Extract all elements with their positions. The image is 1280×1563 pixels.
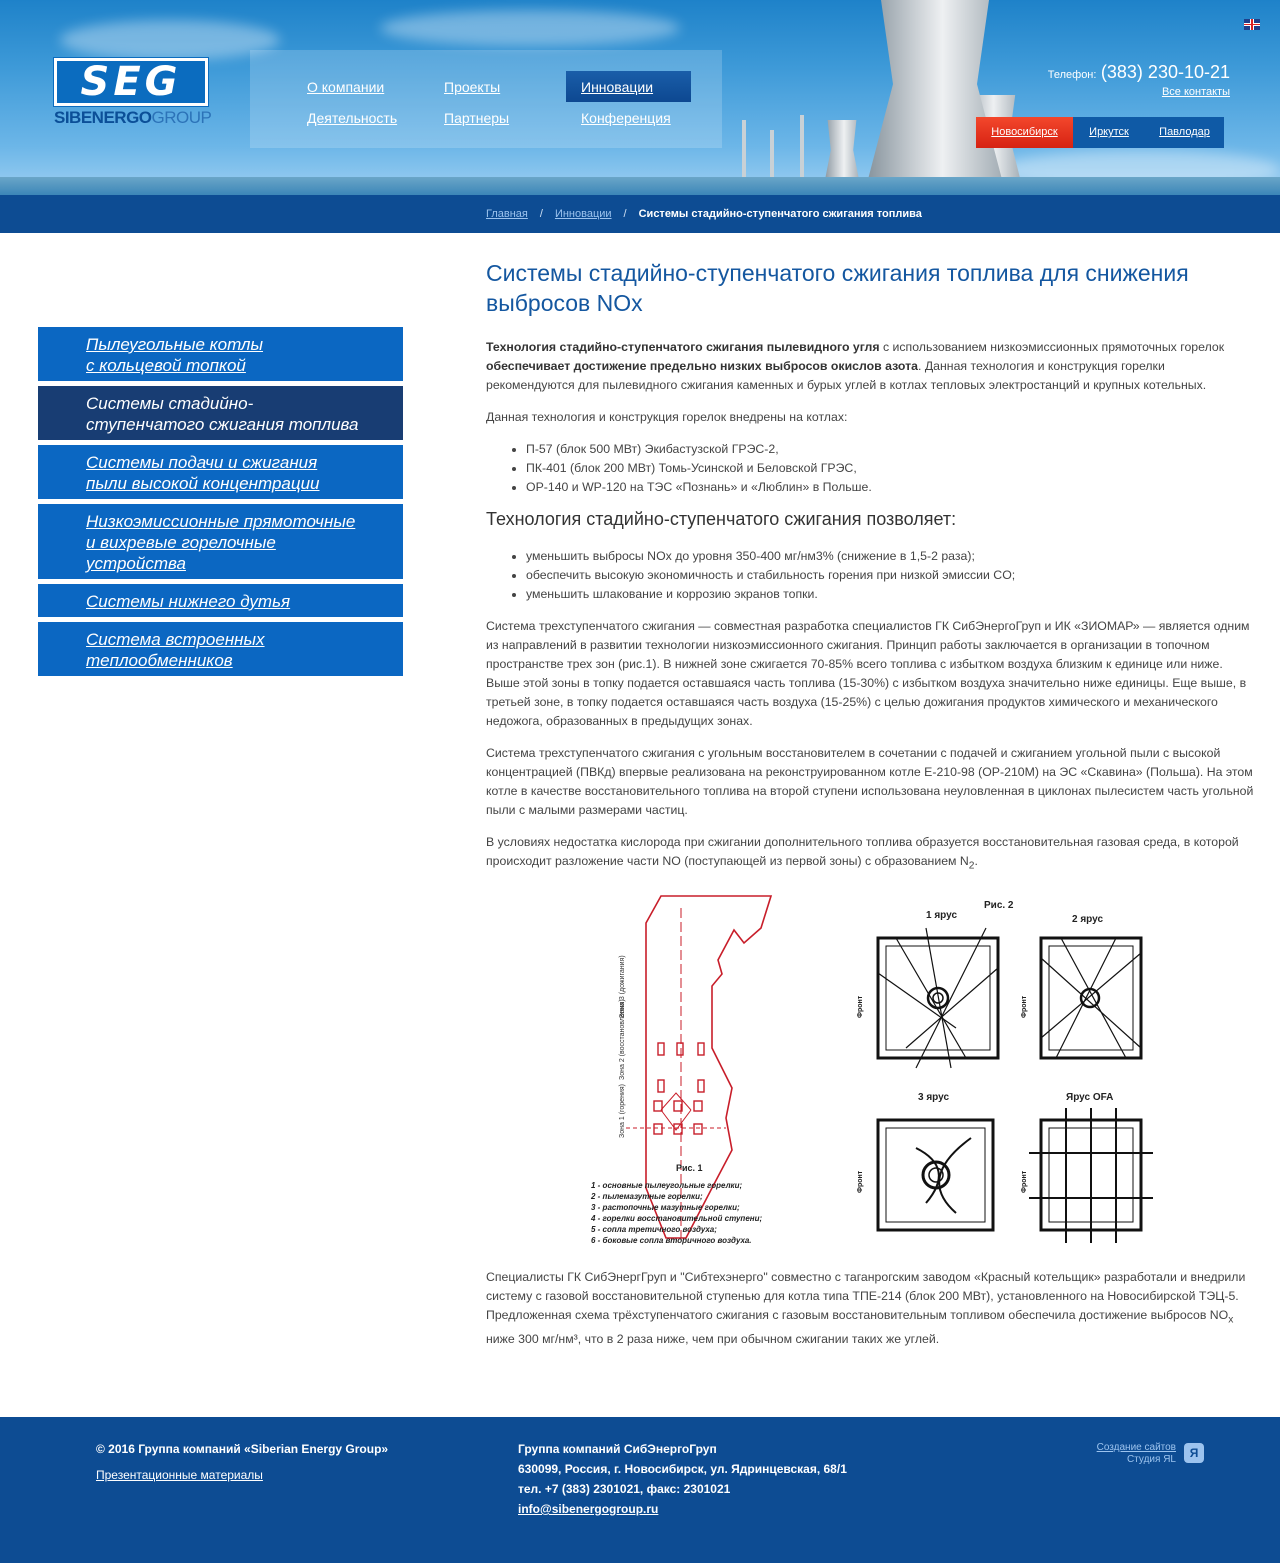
front-label: Фронт [857, 996, 864, 1019]
sky-cloud [60, 20, 280, 60]
footer-phones: тел. +7 (383) 2301021, факс: 2301021 [518, 1482, 731, 1496]
reduction-paragraph: В условиях недостатка кислорода при сжигании дополнительного топлива образуется восстановительная газовая среда, в которой происходит разложение части NO (поступающей из первой зоны) с образованием $N_2$. [486, 835, 1239, 872]
city-tab-pavlodar[interactable]: Павлодар [1145, 117, 1224, 148]
sidebar-item-bottom-blast[interactable]: Системы нижнего дутья [38, 584, 403, 617]
tier2-drawing [1041, 938, 1141, 1058]
breadcrumb [486, 208, 922, 220]
all-contacts-link[interactable]: Все контакты [1161, 86, 1230, 98]
nav-projects[interactable]: Проекты [444, 79, 501, 95]
footer-contacts [518, 1439, 847, 1519]
front-label: Фронт [1021, 996, 1028, 1019]
phone-label: Телефон: [1047, 69, 1097, 81]
studio-logo-icon[interactable]: Я [1184, 1443, 1204, 1463]
combustion-diagram-svg [486, 888, 1256, 1256]
site-footer [0, 1417, 1280, 1563]
site-logo[interactable] [54, 58, 214, 130]
sidebar-item-low-emission-burners[interactable]: Низкоэмиссионные прямоточные и вихревые горелочные устройства [38, 504, 403, 579]
cooling-tower-image [860, 0, 1010, 187]
boilers-list [526, 440, 1256, 497]
studio-name: Студия ЯL [1127, 1454, 1176, 1465]
main-content [486, 258, 1256, 1362]
list-item: • обеспечить высокую экономичность и стабильность горения при низкой эмиссии CO; [526, 566, 1256, 585]
plant-chimney [742, 120, 746, 180]
tier3-label: 3 ярус [918, 1092, 950, 1104]
breadcrumb-innovations[interactable]: Инновации [554, 208, 612, 220]
zone1-label: Зона 1 (горения) [619, 1084, 626, 1139]
legend-item: 4 - горелки восстановительной ступени; [591, 1214, 763, 1224]
intro-paragraph: Технология стадийно-ступенчатого сжигания пылевидного угля с использованием низкоэмиссионных прямоточных горелок обеспечивает достижение предельно низких выбросов окислов азота. Данная технология и конструкция горелки рекомендуются для пылевидного сжигания каменных и бурых углей в котлах тепловых электростанций и крупных котельных. [486, 340, 1225, 392]
fig1-burners [654, 1043, 704, 1134]
section-heading: Технология стадийно-ступенчатого сжигания позволяет: [486, 509, 957, 529]
front-label: Фронт [1021, 1171, 1028, 1194]
tier-ofa-drawing [1029, 1108, 1153, 1243]
fig2-caption: Рис. 2 [984, 900, 1014, 912]
tier-ofa-label: Ярус OFA [1066, 1092, 1114, 1104]
breadcrumb-home[interactable]: Главная [486, 208, 528, 220]
city-tab-irkutsk[interactable]: Иркутск [1073, 117, 1145, 148]
plant-chimney [800, 115, 804, 180]
breadcrumb-separator: / [623, 208, 627, 220]
tier2-label: 2 ярус [1072, 914, 1104, 926]
fig1-zone-labels [619, 956, 626, 1139]
sidebar-item-heat-exchangers[interactable]: Система встроенных теплообменников [38, 622, 403, 676]
studio-credit [1080, 1442, 1176, 1466]
sky-cloud [380, 10, 680, 46]
nav-partners[interactable]: Партнеры [444, 110, 510, 126]
legend-item: 1 - основные пылеугольные горелки; [591, 1181, 743, 1191]
front-label: Фронт [857, 1171, 864, 1194]
footer-email-link[interactable]: info@sibenergogroup.ru [518, 1502, 659, 1516]
legend-item: 2 - пылемазутные горелки; [591, 1192, 703, 1202]
landscape-strip [0, 177, 1280, 195]
footer-company: Группа компаний СибЭнергоГруп [518, 1442, 717, 1456]
breadcrumb-bar [0, 195, 1280, 233]
nav-innovations[interactable] [566, 71, 691, 102]
sidebar-menu [38, 327, 403, 681]
presentations-link[interactable]: Презентационные материалы [96, 1468, 263, 1482]
logo-mark: SEG [54, 58, 208, 106]
benefits-list [526, 547, 1256, 604]
combustion-diagram [486, 888, 1256, 1256]
list-item: • ПК-401 (блок 200 МВт) Томь-Усинской и Беловской ГРЭС, [526, 459, 1256, 478]
english-flag-icon[interactable] [1244, 19, 1260, 30]
nav-activity[interactable]: Деятельность [307, 110, 398, 126]
zone2-label: Зона 2 (восстановления) [619, 999, 626, 1081]
skawina-paragraph: Система трехступенчатого сжигания с угольным восстановителем в сочетании с подачей и сжиганием угольной пыли с высокой концентрацией (ПВКд) впервые реализована на реконструированном котле Е-210-98 (ОР-210М) на ЭС «Скавина» (Польша). На этом котле в качестве восстановительного топлива на второй ступени использована неуловленная в циклонах пылесистем часть угольной пыли с малыми размерами частиц. [486, 746, 1254, 817]
sidebar-item-high-concentration-dust[interactable]: Системы подачи и сжигания пыли высокой концентрации [38, 445, 403, 499]
fig1-legend [590, 1181, 762, 1245]
fig1-caption: Рис. 1 [676, 1163, 703, 1174]
list-item: • П-57 (блок 500 МВт) Экибастузской ГРЭС-2, [526, 440, 1256, 459]
sidebar-item-pulverized-coal-boilers[interactable]: Пылеугольные котлы с кольцевой топкой [38, 327, 403, 381]
legend-item: 5 - сопла третичного воздуха; [591, 1225, 717, 1235]
logo-wordmark: SIBENERGOGROUP [54, 108, 212, 127]
footer-left [96, 1439, 388, 1485]
studio-link[interactable]: Создание сайтов [1096, 1442, 1176, 1453]
phone-number: (383) 230-10-21 [1100, 62, 1230, 82]
boilers-intro: Данная технология и конструкция горелок внедрены на котлах: [486, 410, 848, 424]
phone-block [1040, 62, 1230, 98]
nav-conference[interactable]: Конференция [581, 110, 671, 126]
tpe214-paragraph: Специалисты ГК СибЭнергГруп и "Сибтехэнерго" совместно с таганрогским заводом «Красный котельщик» разработали и внедрили систему с газовой восстановительной ступенью для котла типа ТПЕ-214 (блок 200 МВт), установленного на Новосибирской ТЭЦ-5. Предложенная схема трёхступенчатого сжигания с газовым восстановительным топливом обеспечила достижение выбросов $NO_x$ ниже 300 мг/нм³, что в 2 раза ниже, чем при обычном сжигании таких же углей. [486, 1270, 1246, 1346]
legend-item: 6 - боковые сопла вторичного воздуха. [591, 1236, 752, 1246]
nav-about[interactable]: О компании [307, 79, 385, 95]
three-stage-paragraph: Система трехступенчатого сжигания — совместная разработка специалистов ГК СибЭнергоГруп и ИК «ЗИОМАР» — является одним из направлений в развитии технологии низкоэмиссионного сжигания. Принцип работы заключается в организации в топочном пространстве трех зон (рис.1). В нижней зоне сжигается 70-85% всего топлива с избытком воздуха близким к единице или ниже. Выше этой зоны в топку подается оставшаяся часть топлива (15-30%) с избытком воздуха значительно ниже единицы. Еще выше, в третьей зоне, в топку подается оставшаяся часть воздуха (15-25%) с целью дожигания продуктов химического и механического недожога, образованных в предыдущих зонах. [486, 619, 1250, 728]
sidebar-item-staged-combustion[interactable]: Системы стадийно- ступенчатого сжигания топлива [38, 386, 403, 440]
list-item: • уменьшить выбросы NOx до уровня 350-400 мг/нм3% (снижение в 1,5-2 раза); [526, 547, 1256, 566]
zone3-label: Зона 3 (дожигания) [619, 955, 626, 1019]
city-tabs [976, 117, 1224, 148]
breadcrumb-current: Системы стадийно-ступенчатого сжигания топлива [638, 208, 922, 220]
footer-address: 630099, Россия, г. Новосибирск, ул. Ядринцевская, 68/1 [518, 1462, 847, 1476]
legend-item: 3 - растопочные мазутные горелки; [591, 1203, 740, 1213]
tier1-drawing [878, 928, 998, 1068]
site-header [0, 0, 1280, 195]
page-title: Системы стадийно-ступенчатого сжигания топлива для снижения выбросов NOx [486, 260, 1189, 316]
tier1-label: 1 ярус [926, 910, 958, 922]
list-item: • уменьшить шлакование и коррозию экранов топки. [526, 585, 1256, 604]
copyright: © 2016 Группа компаний «Siberian Energy Group» [96, 1442, 389, 1456]
list-item: • ОР-140 и WP-120 на ТЭС «Познань» и «Люблин» в Польше. [526, 478, 1256, 497]
tier3-drawing [878, 1120, 993, 1230]
city-tab-novosibirsk[interactable]: Новосибирск [976, 117, 1073, 148]
breadcrumb-separator: / [539, 208, 543, 220]
plant-chimney [770, 130, 774, 180]
nav-innovations-label: Инновации [581, 79, 654, 95]
